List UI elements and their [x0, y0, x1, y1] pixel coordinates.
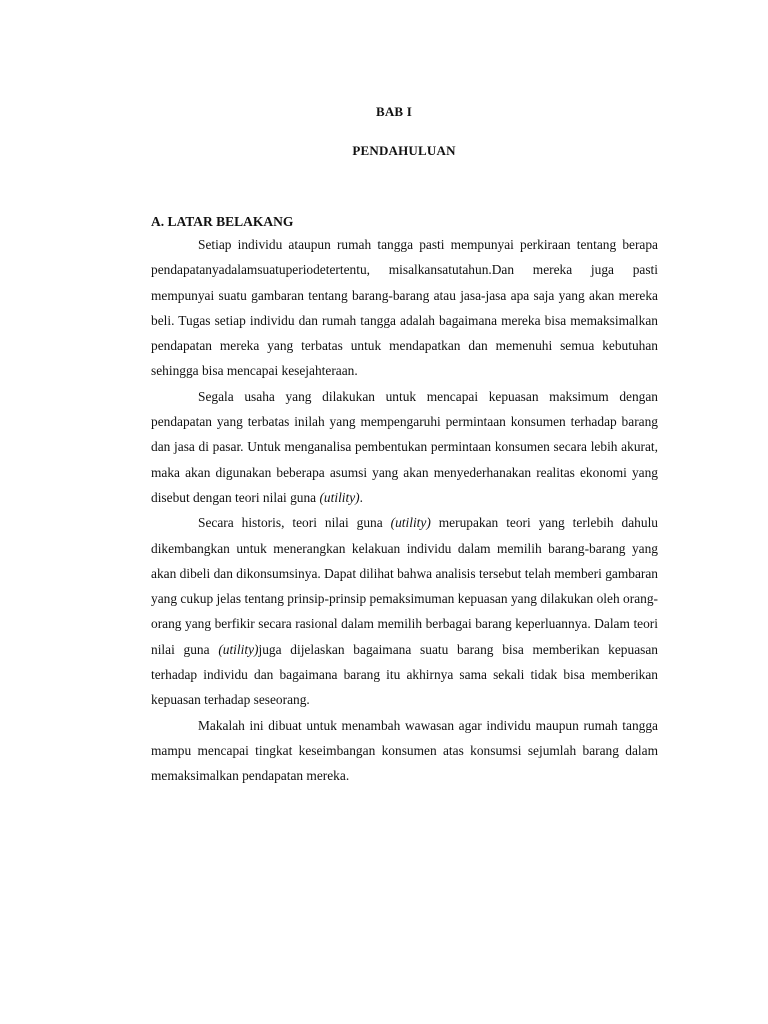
chapter-number: BAB I — [375, 104, 413, 119]
paragraph-3 — [151, 510, 658, 712]
paragraph-4 — [151, 713, 658, 789]
paragraph-3-text-middle: merupakan teori yang terlebih dahulu dikembangkan untuk menerangkan kelakuan individu dalam memilih barang-barang yang akan dibeli dan dikonsumsinya. Dapat dilihat bahwa analisis tersebut telah memberi gambaran yang cukup jelas tentang prinsip-prinsip pemaksimuman kepuasan yang dilakukan oleh orang-orang yang berfikir secara rasional dalam memilih berbagai barang keperluannya. Dalam teori nilai guna — [151, 515, 658, 657]
paragraph-2-end: . — [359, 489, 363, 505]
section-title: A. LATAR BELAKANG — [151, 214, 294, 229]
paragraph-4-text: Makalah ini dibuat untuk menambah wawasan agar individu maupun rumah tangga mampu mencapai tingkat keseimbangan konsumen atas konsumsi sejumlah barang dalam memaksimalkan pendapatan mereka. — [151, 717, 658, 784]
paragraph-3-text: Secara historis, teori nilai guna — [198, 515, 391, 531]
paragraph-2-text: Segala usaha yang dilakukan untuk mencapai kepuasan maksimum dengan pendapatan yang terbatas inilah yang mempengaruhi permintaan konsumen terhadap barang dan jasa di pasar. Untuk menganalisa pembentukan permintaan konsumen secara lebih akurat, maka akan digunakan beberapa asumsi yang akan menyederhanakan realitas ekonomi yang disebut dengan teori nilai guna — [151, 388, 658, 505]
paragraph-1-text: Setiap individu ataupun rumah tangga pasti mempunyai perkiraan tentang berapa pendapatanyadalamsuatuperiodetertentu, misalkansatutahun.Dan mereka juga pasti mempunyai suatu gambaran tentang barang-barang atau jasa-jasa apa saja yang akan mereka beli. Tugas setiap individu dan rumah tangga adalah bagaimana mereka bisa memaksimalkan pendapatan mereka yang terbatas untuk mendapatkan dan memenuhi semua kebutuhan sehingga bisa mencapai kesejahteraan. — [151, 237, 658, 379]
paragraph-3-text-end: juga dijelaskan bagaimana suatu barang bisa memberikan kepuasan terhadap individu dan bagaimana barang itu akhirnya sama sekali tidak bisa memberikan kepuasan terhadap seseorang. — [151, 641, 658, 708]
chapter-title: PENDAHULUAN — [352, 143, 456, 158]
paragraph-2 — [151, 384, 658, 510]
paragraph-2-term: (utility) — [319, 489, 360, 505]
body-text — [151, 232, 658, 789]
paragraph-1 — [151, 232, 658, 384]
paragraph-3-term-2: (utility) — [218, 641, 259, 657]
paragraph-3-term: (utility) — [390, 515, 431, 531]
